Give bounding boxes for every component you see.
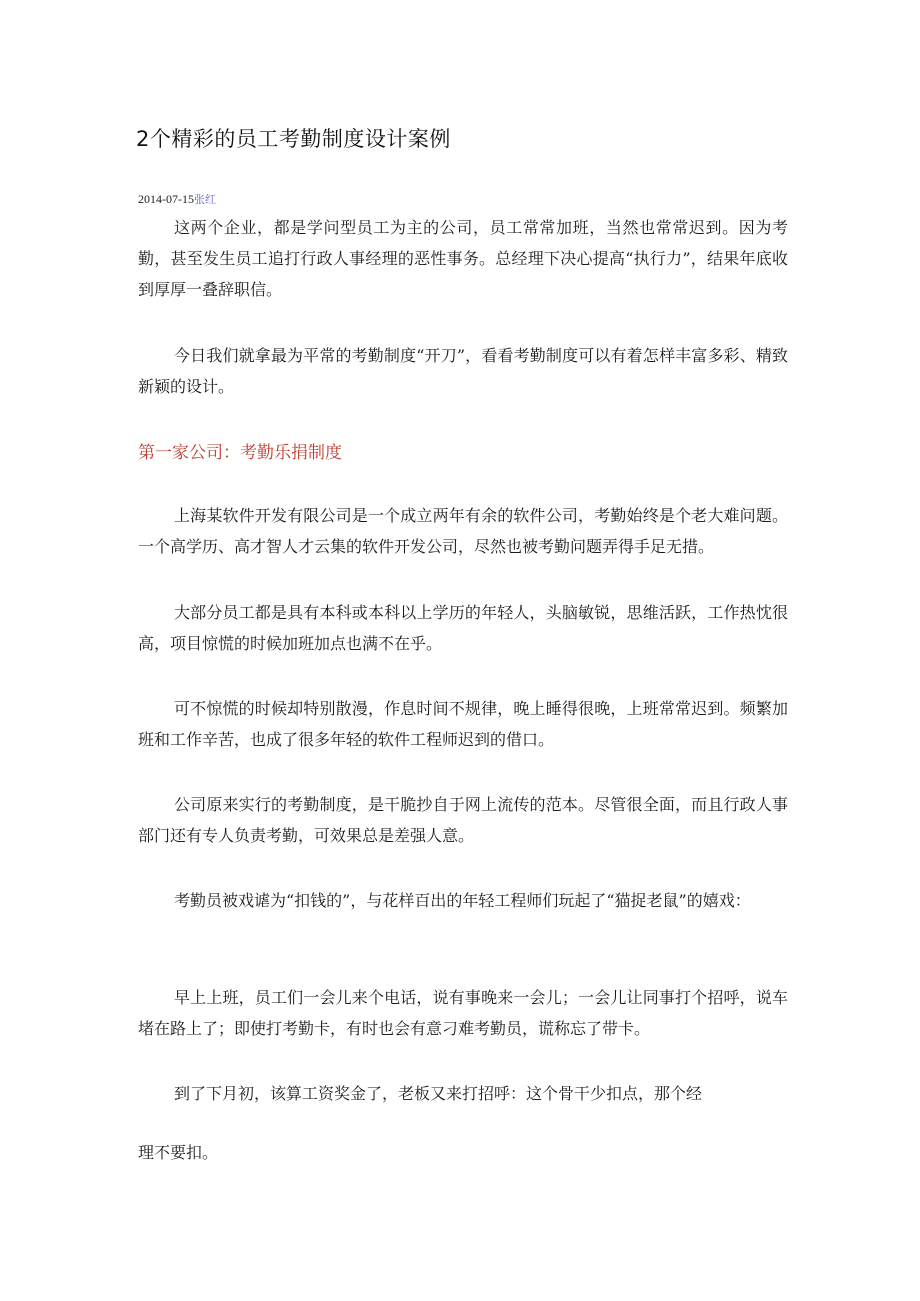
section-paragraph-5: 考勤员被戏谑为“扣钱的”，与花样百出的年轻工程师们玩起了“猫捉老鼠”的嬉戏： [174, 891, 751, 910]
intro-paragraph-1: 这两个企业，都是学问型员工为主的公司，员工常常加班，当然也常常迟到。因为考勤，甚至发生员工追打行政人事经理的恶性事务。总经理下决心提高“执行力”，结果年底收到厚厚一叠辞职信。 [138, 218, 788, 299]
section-paragraph-1: 上海某软件开发有限公司是一个成立两年有余的软件公司，考勤始终是个老大难问题。一个高学历、高才智人才云集的软件开发公司，尽然也被考勤问题弄得手足无措。 [138, 506, 788, 556]
section-heading: 第一家公司：考勤乐捐制度 [138, 443, 342, 463]
section-paragraph-2: 大部分员工都是具有本科或本科以上学历的年轻人，头脑敏锐，思维活跃，工作热忱很高，项目惊慌的时候加班加点也满不在乎。 [138, 603, 788, 653]
intro-paragraph-2: 今日我们就拿最为平常的考勤制度“开刀”，看看考勤制度可以有着怎样丰富多彩、精致新颖的设计。 [138, 346, 788, 396]
author-link[interactable]: 张红 [194, 193, 216, 206]
section-paragraph-3: 可不惊慌的时候却特别散漫，作息时间不规律，晚上睡得很晚，上班常常迟到。频繁加班和工作辛苦，也成了很多年轻的软件工程师迟到的借口。 [138, 699, 788, 749]
article-title: 2个精彩的员工考勤制度设计案例 [136, 127, 451, 151]
section-paragraph-4: 公司原来实行的考勤制度，是干脆抄自于网上流传的范本。尽管很全面，而且行政人事部门还有专人负责考勤，可效果总是差强人意。 [138, 795, 788, 845]
section-paragraph-6: 早上上班，员工们一会儿来个电话，说有事晚来一会儿；一会儿让同事打个招呼，说车堵在路上了；即使打考勤卡，有时也会有意刁难考勤员，谎称忘了带卡。 [138, 988, 788, 1038]
trailing-line: 理不要扣。 [138, 1143, 219, 1162]
article-meta [138, 191, 216, 207]
section-paragraph-7: 到了下月初，该算工资奖金了，老板又来打招呼：这个骨干少扣点，那个经 [174, 1084, 703, 1103]
publish-date: 2014-07-15 [138, 192, 194, 206]
